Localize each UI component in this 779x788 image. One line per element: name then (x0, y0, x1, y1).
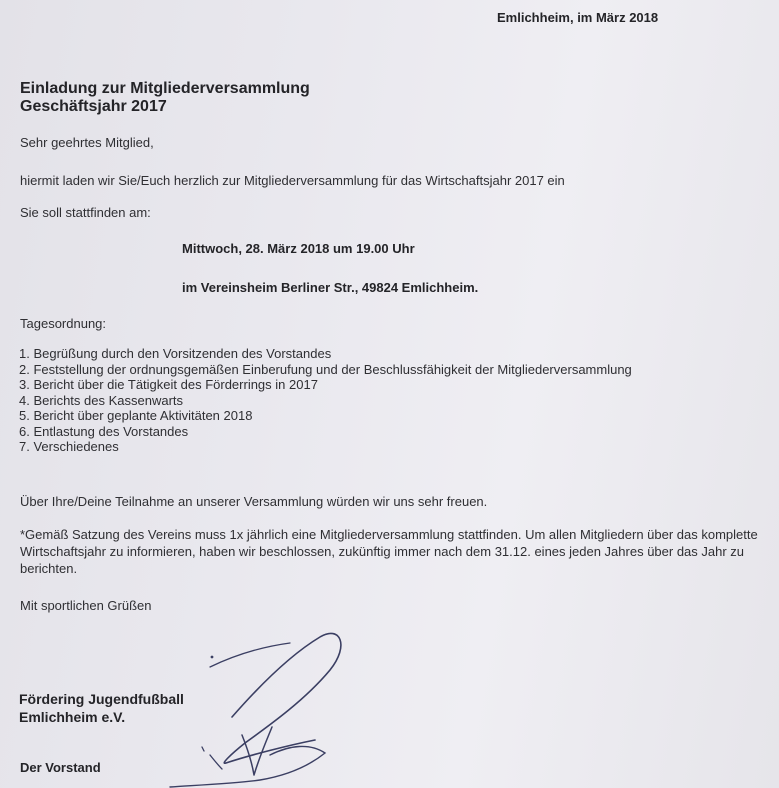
greeting: Sehr geehrtes Mitglied, (20, 135, 154, 150)
meeting-datetime: Mittwoch, 28. März 2018 um 19.00 Uhr (182, 241, 415, 256)
agenda-heading: Tagesordnung: (20, 316, 107, 331)
agenda-list (19, 346, 632, 455)
board-role: Der Vorstand (20, 760, 101, 775)
letter-title: Einladung zur Mitgliederversammlung (20, 80, 310, 97)
footnote: *Gemäß Satzung des Vereins muss 1x jährlich eine Mitgliederversammlung stattfinden. Um allen Mitgliedern über das komplette Wirtschaftsjahr zu informieren, haben wir beschlossen, zukünftig immer nach dem 31.12. eines jeden Jahres über das Jahr zu berichten. (20, 527, 758, 576)
intro-text: hiermit laden wir Sie/Euch herzlich zur Mitgliederversammlung für das Wirtschaftsjahr 2017 ein (20, 173, 565, 188)
agenda-item: 6. Entlastung des Vorstandes (19, 423, 189, 439)
meeting-venue: im Vereinsheim Berliner Str., 49824 Emlichheim. (182, 280, 479, 295)
agenda-item: 4. Berichts des Kassenwarts (19, 392, 184, 408)
agenda-item: 5. Bericht über geplante Aktivitäten 2018 (19, 408, 253, 423)
place-date: Emlichheim, im März 2018 (497, 10, 659, 25)
letter-subtitle: Geschäftsjahr 2017 (20, 98, 167, 115)
when-label: Sie soll stattfinden am: (20, 205, 151, 220)
agenda-item: 3. Bericht über die Tätigkeit des Förderrings in 2017 (19, 377, 318, 392)
regards: Mit sportlichen Grüßen (20, 598, 152, 613)
agenda-item: 2. Feststellung der ordnungsgemäßen Einberufung und der Beschlussfähigkeit der Mitgliederversammlung (19, 361, 632, 377)
agenda-item: 7. Verschiedenes (19, 439, 119, 454)
org-name-line2: Emlichheim e.V. (19, 709, 126, 725)
org-name-line1: Fördering Jugendfußball (19, 691, 184, 707)
closing-text: Über Ihre/Deine Teilnahme an unserer Versammlung würden wir uns sehr freuen. (20, 494, 488, 509)
agenda-item: 1. Begrüßung durch den Vorsitzenden des Vorstandes (19, 346, 332, 361)
